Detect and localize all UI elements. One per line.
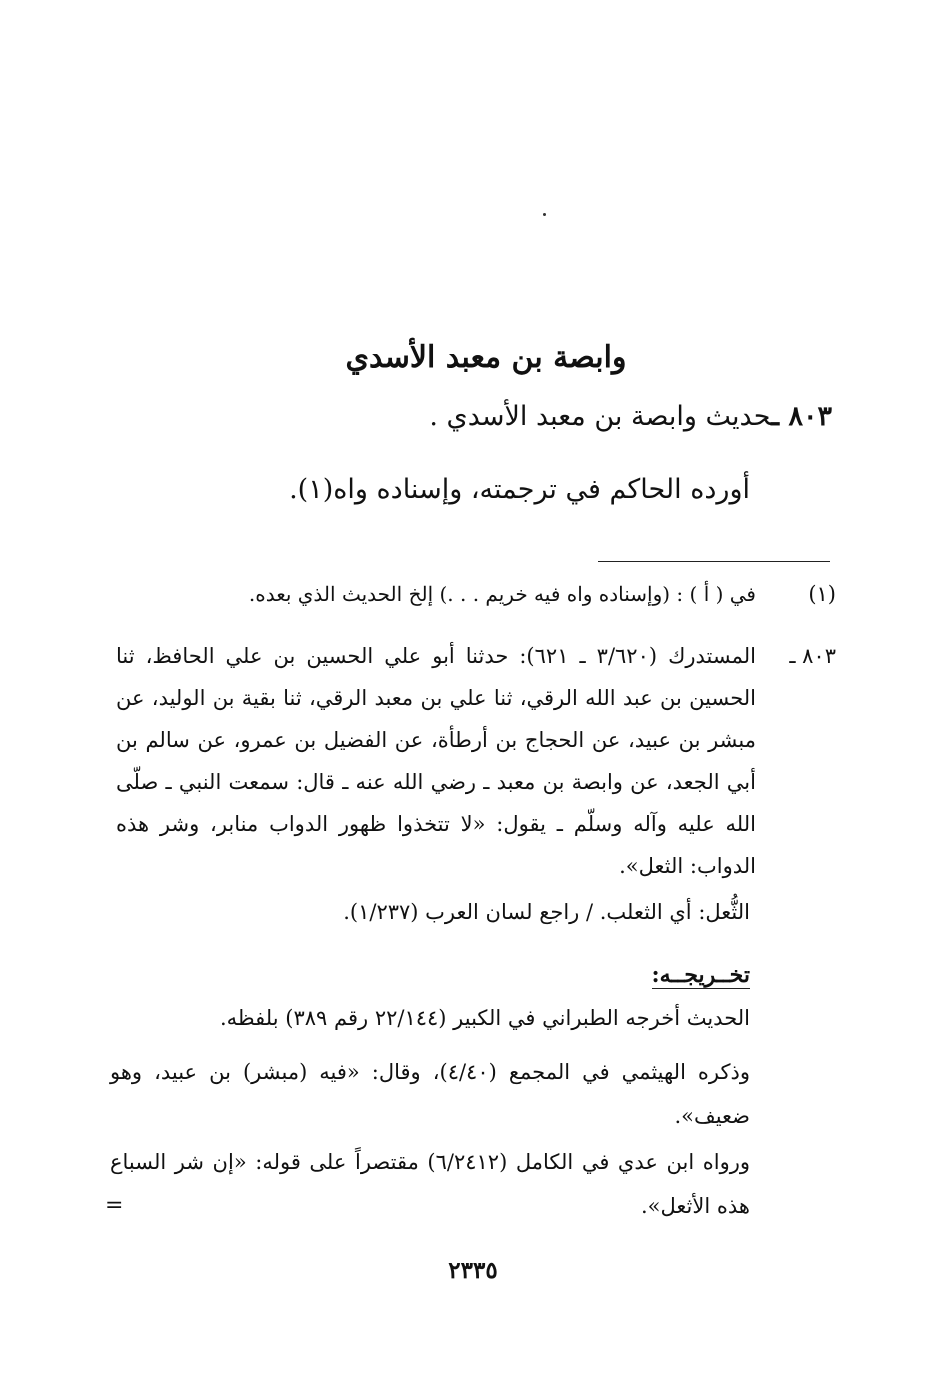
hadith-number: ٨٠٣ ـ [771,401,832,432]
scan-speck [543,213,546,216]
page-number: ٢٣٣٥ [448,1257,498,1284]
note-number: ٨٠٣ ـ [789,644,836,668]
takhrij-paragraph: وذكره الهيثمي في المجمع (٤/٤٠)، وقال: «فيه (مبشر) بن عبيد، وهو ضعيف». [110,1060,751,1128]
takhrij-title: تخــريجــه: [651,962,750,988]
hadith-source-line: أورده الحاكم في ترجمته، وإسناده واه(١). [289,474,750,505]
takhrij-paragraph: الحديث أخرجه الطبراني في الكبير (٢٢/١٤٤ رقم ٣٨٩) بلفظه. [220,1006,750,1030]
section-heading: وابصة بن معبد الأسدي [345,340,627,375]
footnote [116,578,836,610]
takhrij-paragraph: ورواه ابن عدي في الكامل (٦/٢٤١٢) مقتصراً على قوله: «إن شر السباع هذه الأثعل». [110,1150,750,1218]
note-text: المستدرك (٣/٦٢٠ ـ ٦٢١): حدثنا أبو علي الحسين بن علي الحافظ، ثنا الحسين بن عبد الله الرقي، ثنا علي بن معبد الرقي، ثنا بقية بن الوليد، عن مبشر بن عبيد، عن الحجاج بن أرطأة، عن الفضيل بن عمرو، عن سالم بن أبي الجعد، عن وابصة بن معبد ـ رضي الله عنه ـ قال: سمعت النبي ـ صلّى الله عليه وآله وسلّم ـ يقول: «لا تتخذوا ظهور الدواب منابر، وشر هذه الدواب: الثعل». [116,644,756,878]
hadith-title: حديث وابصة بن معبد الأسدي . [429,401,772,432]
footnote-text: في ( أ ) : (وإسناده واه فيه خريم . . .) إلخ الحديث الذي بعده. [248,582,756,606]
hadith-title-line [132,397,832,437]
footnote-separator [598,561,830,562]
takhrij-heading [450,958,750,992]
note-gloss: الثُّعل: أي الثعلب. / راجع لسان العرب (١/٢٣٧). [343,900,750,924]
continuation-mark: = [105,1193,124,1218]
footnote-marker: (١) [808,582,836,606]
